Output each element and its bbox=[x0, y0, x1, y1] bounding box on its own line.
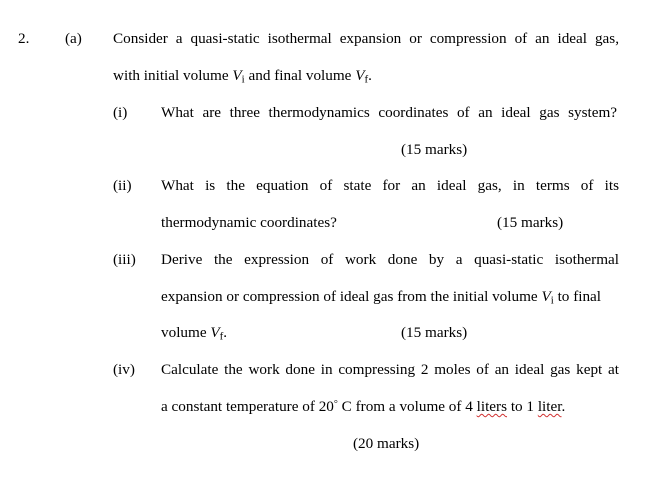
item-label-i: (i) bbox=[113, 104, 128, 121]
item-iv-line-2: a constant temperature of 20° C from a volume of 4 liters to 1 liter. bbox=[161, 398, 566, 415]
item-ii-line-1: What is the equation of state for an ideal gas, in terms of its bbox=[161, 177, 619, 194]
item-iii-line-1: Derive the expression of work done by a quasi-static isothermal bbox=[161, 251, 619, 268]
question-number: 2. bbox=[18, 30, 30, 47]
item-iii-marks: (15 marks) bbox=[401, 324, 468, 341]
intro-line-2: with initial volume $V_i$ and final volume $V_f$. bbox=[113, 67, 372, 86]
item-i-marks: (15 marks) bbox=[401, 141, 468, 158]
item-iv-line-1: Calculate the work done in compressing 2 moles of an ideal gas kept at bbox=[161, 361, 619, 378]
intro-line-1: Consider a quasi-static isothermal expansion or compression of an ideal gas, bbox=[113, 30, 619, 47]
item-iii-line-2: expansion or compression of ideal gas from the initial volume $V_i$ to final bbox=[161, 288, 602, 307]
item-label-iv: (iv) bbox=[113, 361, 135, 378]
spellcheck-word-liter: liter bbox=[537, 398, 562, 415]
spellcheck-word-liters: liters bbox=[476, 398, 508, 415]
item-label-iii: (iii) bbox=[113, 251, 136, 268]
item-ii-marks: (15 marks) bbox=[497, 214, 564, 231]
item-i-line-1: What are three thermodynamics coordinates of an ideal gas system? bbox=[161, 104, 617, 121]
item-label-ii: (ii) bbox=[113, 177, 132, 194]
part-label: (a) bbox=[65, 30, 82, 47]
item-iii-line-3: volume $V_f$. bbox=[161, 324, 228, 343]
item-ii-line-2: thermodynamic coordinates? bbox=[161, 214, 337, 231]
item-iv-marks: (20 marks) bbox=[353, 435, 420, 452]
